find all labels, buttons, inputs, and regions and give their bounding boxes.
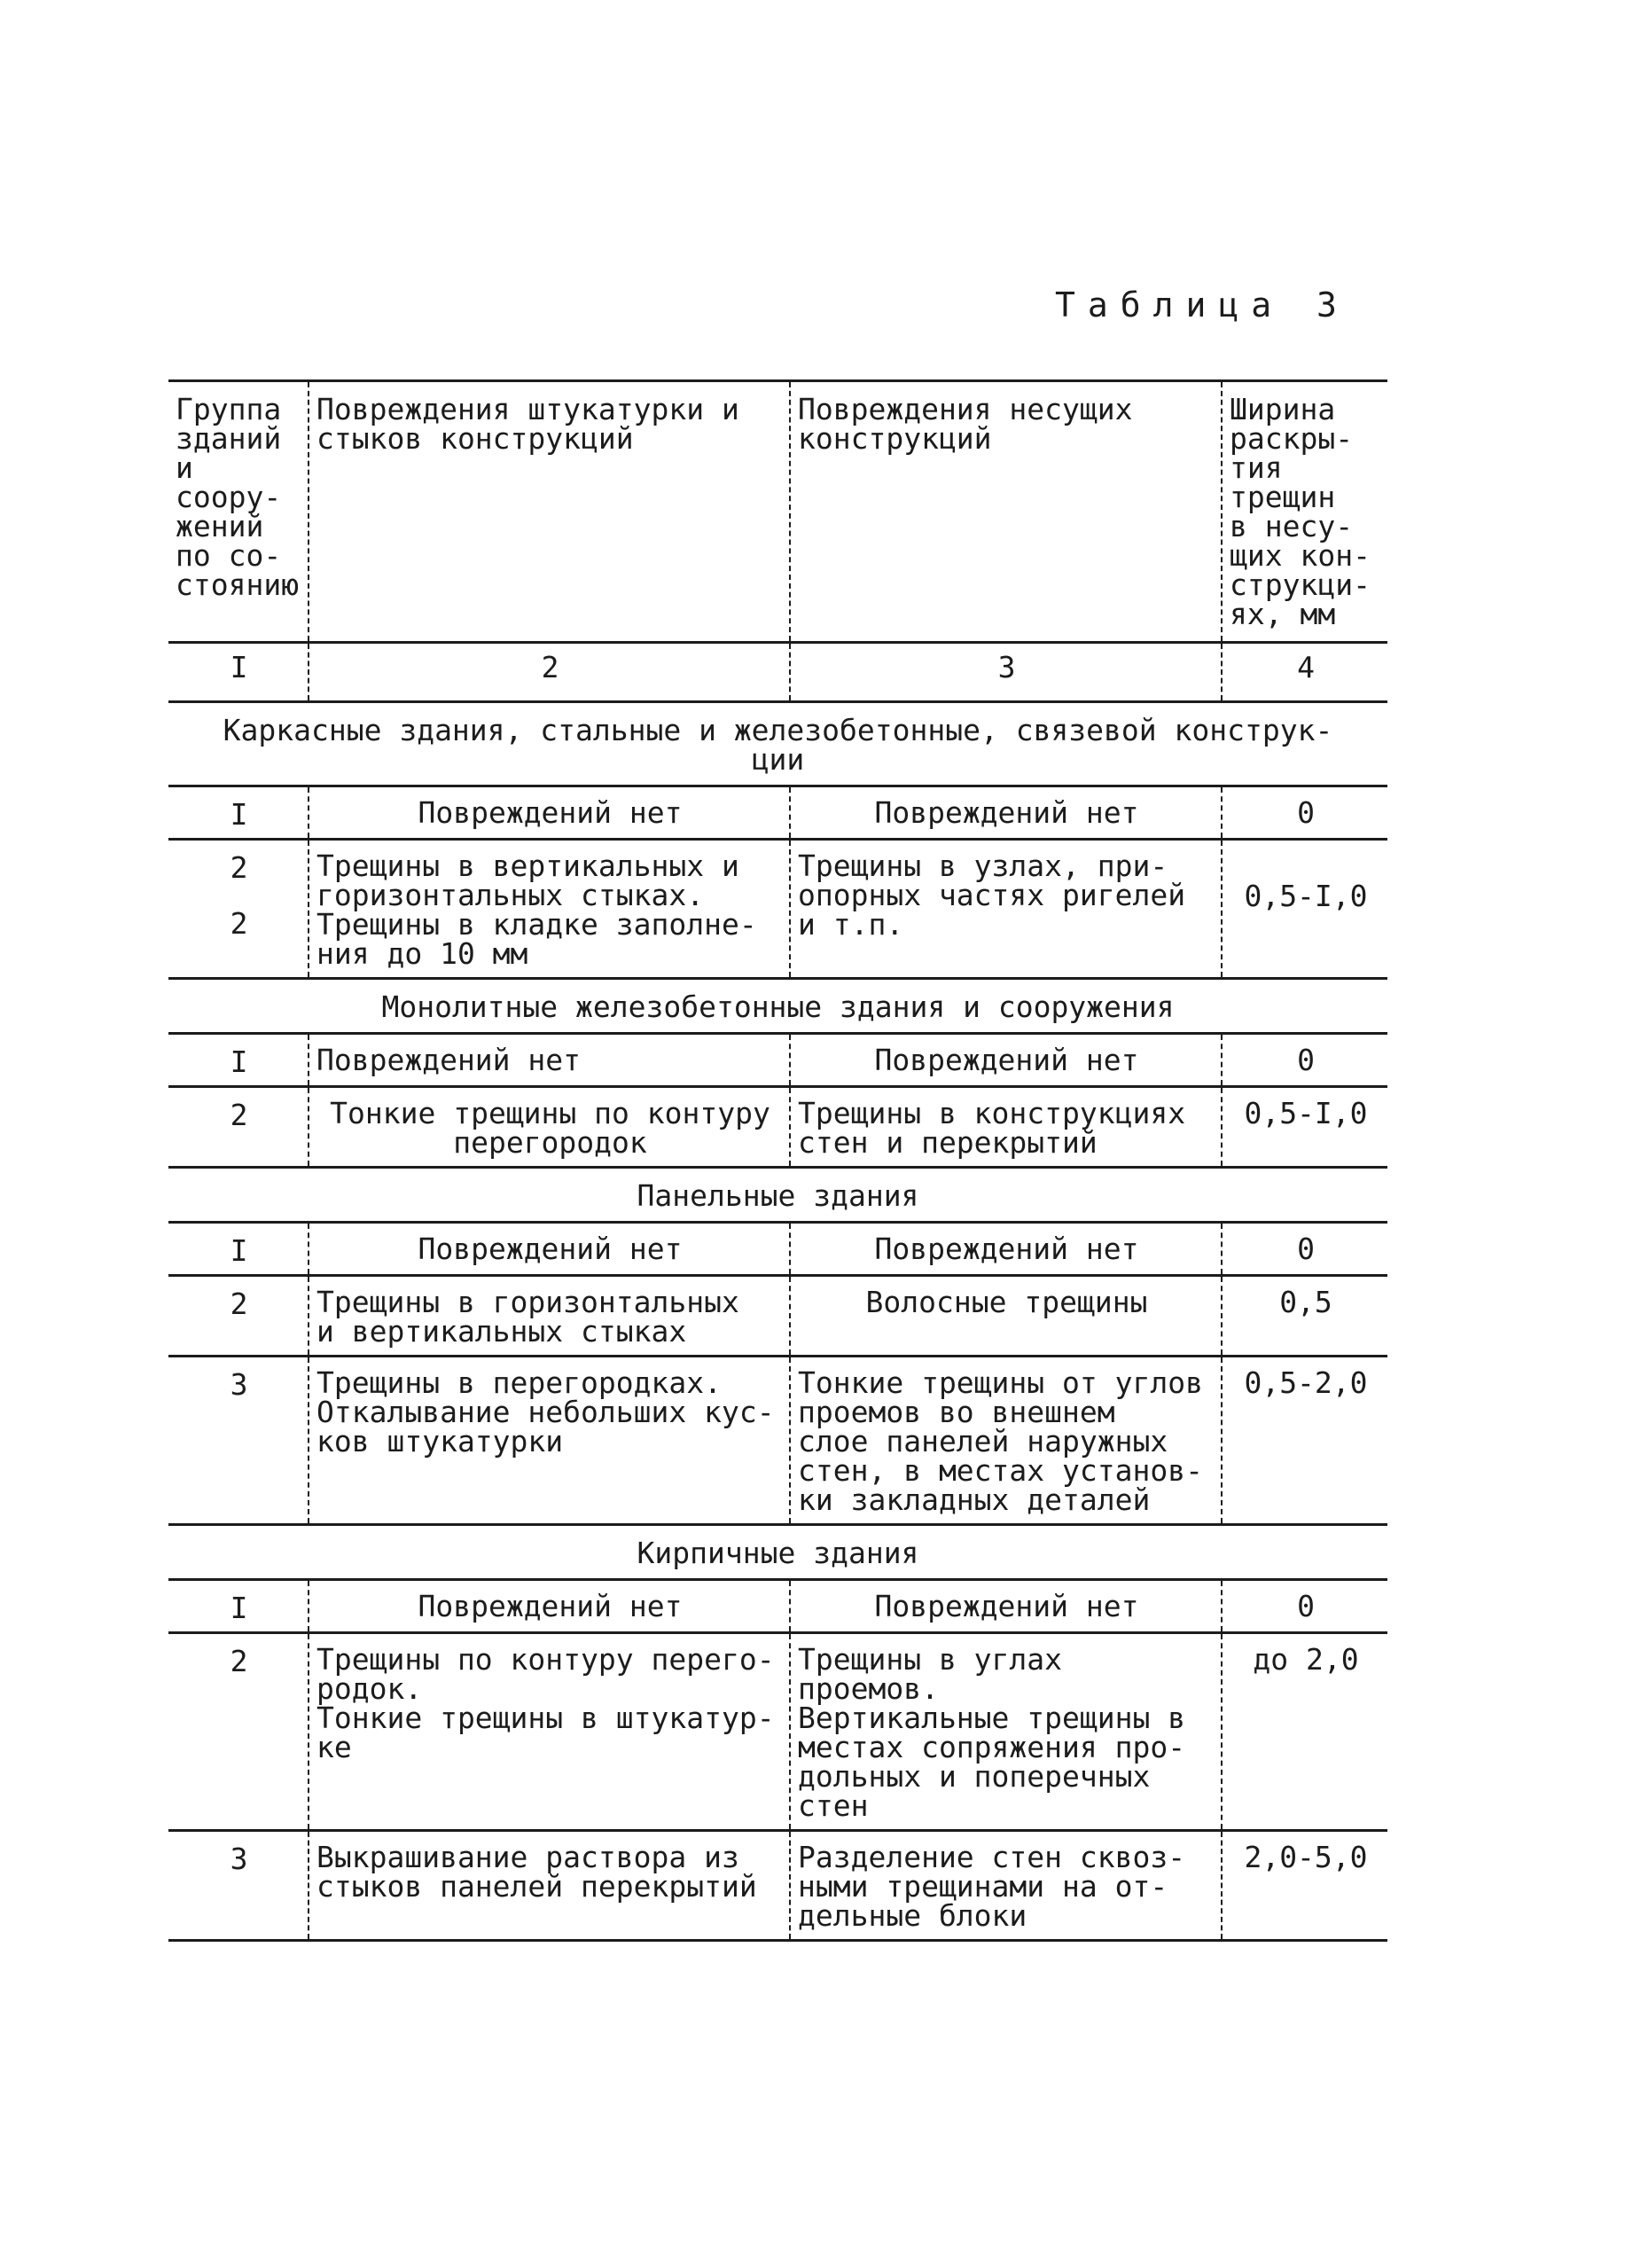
group-cell: I [168, 1223, 309, 1276]
plaster-damage-cell: Повреждений нет [309, 1580, 790, 1633]
crack-width-cell: 2,0-5,0 [1222, 1831, 1387, 1941]
plaster-damage-cell: Выкрашивание раствора из стыков панелей перекрытий [309, 1831, 790, 1941]
group-value: 2 [230, 906, 248, 941]
section-title: Кирпичные здания [168, 1525, 1387, 1580]
damage-table [168, 379, 1387, 1942]
plaster-damage-cell: Повреждений нет [309, 1223, 790, 1276]
bearing-damage-cell: Трещины в конструкциях стен и перекрытий [790, 1087, 1222, 1168]
section-title: Монолитные железобетонные здания и сооружения [168, 979, 1387, 1034]
bearing-damage-cell: Повреждений нет [790, 1580, 1222, 1633]
header-bearing-damage: Повреждения несущих конструкций [790, 381, 1222, 643]
crack-width-cell: 0,5-I,0 [1222, 1087, 1387, 1168]
crack-width-cell: 0 [1222, 1580, 1387, 1633]
table-row [168, 1633, 1387, 1831]
bearing-damage-cell: Повреждений нет [790, 1034, 1222, 1087]
plaster-damage-cell: Повреждений нет [309, 1034, 790, 1087]
column-number: 4 [1222, 643, 1387, 702]
column-number: 3 [790, 643, 1222, 702]
section-title: Каркасные здания, стальные и железобетонные, связевой конструк- [223, 713, 1333, 747]
column-number: I [168, 643, 309, 702]
crack-width-cell: 0 [1222, 1034, 1387, 1087]
header-group: Группа зданий и соору- жений по со- стоянию [168, 381, 309, 643]
section-title: Панельные здания [168, 1168, 1387, 1223]
plaster-damage-cell: Трещины в перегородках. Откалывание небольших кус- ков штукатурки [309, 1357, 790, 1525]
group-cell: 3 [168, 1831, 309, 1941]
bearing-damage-cell: Трещины в углах проемов. Вертикальные трещины в местах сопряжения про- дольных и поперечных стен [790, 1633, 1222, 1831]
table-label: Таблица 3 [1055, 285, 1349, 325]
crack-width-cell: 0,5-I,0 [1222, 840, 1387, 979]
group-cell: 2 [168, 1276, 309, 1357]
table-row [168, 1034, 1387, 1087]
bearing-damage-cell: Волосные трещины [790, 1276, 1222, 1357]
table-row [168, 1831, 1387, 1941]
section-heading [168, 702, 1387, 786]
header-crack-width: Ширина раскры- тия трещин в несу- щих кон- струкци- ях, мм [1222, 381, 1387, 643]
group-cell: I [168, 786, 309, 840]
table-row [168, 1087, 1387, 1168]
table-row [168, 786, 1387, 840]
bearing-damage-cell: Тонкие трещины от углов проемов во внешнем слое панелей наружных стен, в местах установ- ки закладных деталей [790, 1357, 1222, 1525]
bearing-damage-cell: Повреждений нет [790, 1223, 1222, 1276]
group-cell: I [168, 1034, 309, 1087]
crack-width-cell: 0 [1222, 1223, 1387, 1276]
crack-width-cell: до 2,0 [1222, 1633, 1387, 1831]
crack-width-cell: 0 [1222, 786, 1387, 840]
table-header-row [168, 381, 1387, 643]
group-cell [168, 840, 309, 979]
group-cell: 2 [168, 1087, 309, 1168]
crack-width-cell: 0,5-2,0 [1222, 1357, 1387, 1525]
plaster-damage-cell: Повреждений нет [309, 786, 790, 840]
section-title-continuation: ции [751, 742, 805, 777]
table-row [168, 1580, 1387, 1633]
group-cell: 3 [168, 1357, 309, 1525]
group-cell: I [168, 1580, 309, 1633]
plaster-damage-cell: Трещины по контуру перего- родок. Тонкие трещины в штукатур- ке [309, 1633, 790, 1831]
table-row [168, 1357, 1387, 1525]
section-heading [168, 979, 1387, 1034]
bearing-damage-cell: Разделение стен сквоз- ными трещинами на от- дельные блоки [790, 1831, 1222, 1941]
group-value: 2 [230, 850, 248, 885]
plaster-damage-cell: Трещины в вертикальных и горизонтальных стыках. Трещины в кладке заполне- ния до 10 мм [309, 840, 790, 979]
column-number: 2 [309, 643, 790, 702]
header-plaster-damage: Повреждения штукатурки и стыков конструкций [309, 381, 790, 643]
bearing-damage-cell: Трещины в узлах, при- опорных частях ригелей и т.п. [790, 840, 1222, 979]
plaster-damage-cell: Трещины в горизонтальных и вертикальных стыках [309, 1276, 790, 1357]
crack-width-cell: 0,5 [1222, 1276, 1387, 1357]
group-cell: 2 [168, 1633, 309, 1831]
plaster-damage-cell: Тонкие трещины по контуру перегородок [309, 1087, 790, 1168]
table-row [168, 1276, 1387, 1357]
table-row [168, 1223, 1387, 1276]
section-heading [168, 1525, 1387, 1580]
table-row [168, 840, 1387, 979]
section-heading [168, 1168, 1387, 1223]
column-number-row [168, 643, 1387, 702]
bearing-damage-cell: Повреждений нет [790, 786, 1222, 840]
